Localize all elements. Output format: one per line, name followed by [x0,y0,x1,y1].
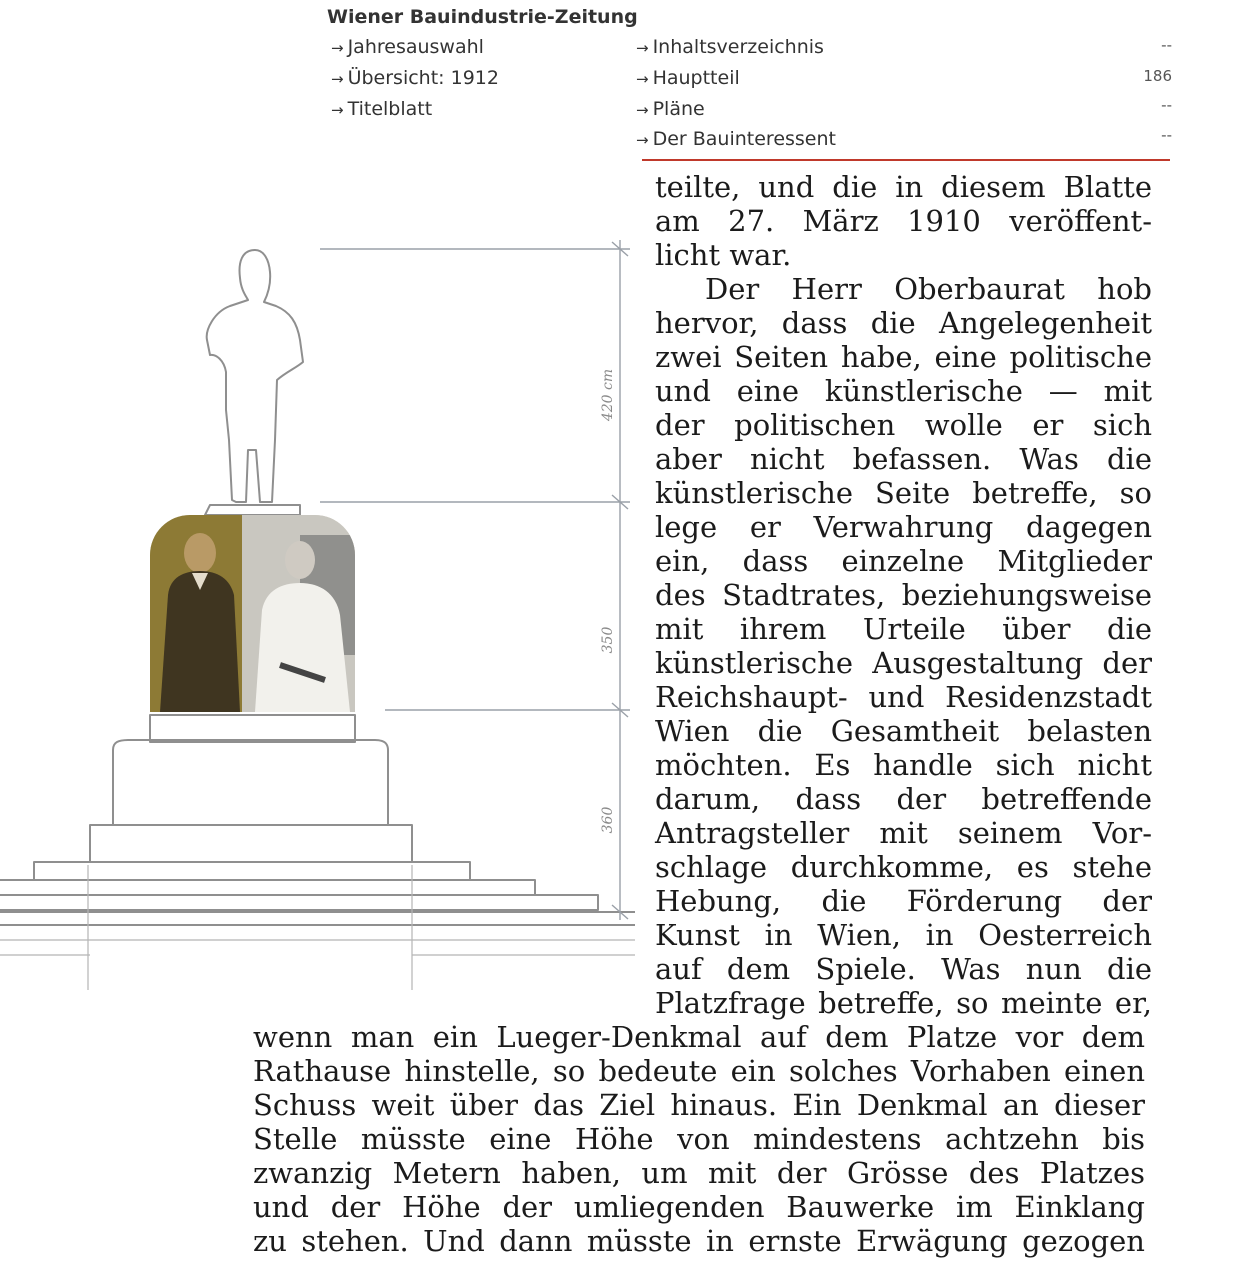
statue-plinth [205,505,300,515]
text-line: hervor, dass die Angelegenheit [655,306,1152,340]
text-line: künstlerische Seite betreffe, so [655,476,1152,510]
nav-link-der-bauinteressent[interactable] [636,128,836,150]
text-line: auf dem Spiele. Was nun die [655,952,1152,986]
text-line: Platzfrage betreffe, so meinte er, [655,986,1152,1020]
text-line: zwanzig Metern haben, um mit der Grösse des Platzes [253,1156,1145,1190]
nav-link-hauptteil[interactable] [636,67,740,89]
nav-link-inhaltsverzeichnis[interactable] [636,36,824,58]
text-line: Reichshaupt- und Residenzstadt [655,680,1152,714]
header-divider [642,159,1170,161]
arrow-right-icon: → [636,70,649,88]
arrow-right-icon: → [331,39,344,57]
nav-link-label: Hauptteil [652,67,740,89]
journal-title[interactable]: Wiener Bauindustrie-Zeitung [327,6,638,28]
text-line: teilte, und die in diesem Blatte [655,170,1152,204]
text-line: schlage durchkomme, es stehe [655,850,1152,884]
nav-link-label: Übersicht: 1912 [347,67,499,89]
text-line: Antragsteller mit seinem Vor- [655,816,1152,850]
page-number-plaene: -- [1161,96,1172,114]
arrow-right-icon: → [636,101,649,119]
text-line: ein, dass einzelne Mitglieder [655,544,1152,578]
arrow-right-icon: → [331,101,344,119]
article-column [655,170,1152,1020]
text-line: Rathause hinstelle, so bedeute ein solches Vorhaben einen [253,1054,1145,1088]
dimension-label-350: 350 [600,626,616,654]
text-line: wenn man ein Lueger-Denkmal auf dem Platze vor dem [253,1020,1145,1054]
steps-1 [34,862,470,880]
text-line: Schuss weit über das Ziel hinaus. Ein Denkmal an dieser [253,1088,1145,1122]
steps-3 [0,895,598,910]
text-line: zu stehen. Und dann müsste in ernste Erwägung gezogen [253,1224,1145,1258]
pedestal-tier-3 [90,825,412,862]
page-number-hauptteil: 186 [1143,67,1172,85]
text-line: und der Höhe der umliegenden Bauwerke im Einklang [253,1190,1145,1224]
nav-link-label: Der Bauinteressent [652,128,836,150]
text-line: mit ihrem Urteile über die [655,612,1152,646]
text-line: aber nicht befassen. Was die [655,442,1152,476]
text-line: am 27. März 1910 veröffent- [655,204,1152,238]
dimension-label-420: 420 cm [600,368,616,422]
page-number-der-bauinteressent: -- [1161,126,1172,144]
steps-2 [0,880,535,895]
text-line: möchten. Es handle sich nicht [655,748,1152,782]
text-line: und eine künstlerische — mit [655,374,1152,408]
nav-link-label: Pläne [652,98,705,120]
text-line: Hebung, die Förderung der [655,884,1152,918]
text-line: zwei Seiten habe, eine politische [655,340,1152,374]
statue-outline [207,250,303,502]
nav-link-jahresauswahl[interactable] [331,36,484,58]
text-line: Stelle müsste eine Höhe von mindestens achtzehn bis [253,1122,1145,1156]
arrow-right-icon: → [331,70,344,88]
text-line: darum, dass der betreffende [655,782,1152,816]
nav-link-plaene[interactable] [636,98,705,120]
pedestal-tier-1 [150,715,355,742]
text-line: lege er Verwahrung dagegen [655,510,1152,544]
nav-link-label: Jahresauswahl [347,36,484,58]
nav-link-uebersicht[interactable] [331,67,499,89]
text-line: Kunst in Wien, in Oesterreich [655,918,1152,952]
text-line: licht war. [655,238,792,272]
nav-link-titelblatt[interactable] [331,98,432,120]
dimension-label-360: 360 [600,806,616,834]
text-line: Wien die Gesamtheit belasten [655,714,1152,748]
nav-link-label: Inhaltsverzeichnis [652,36,824,58]
pedestal-tier-2 [113,740,388,825]
text-line: Der Herr Oberbaurat hob [705,272,1152,306]
page-number-inhaltsverzeichnis: -- [1161,36,1172,54]
arrow-right-icon: → [636,39,649,57]
historic-photo [150,515,355,712]
text-line: der politischen wolle er sich [655,408,1152,442]
article-full-width [253,1020,1145,1258]
steps-4 [0,912,635,925]
arrow-right-icon: → [636,131,649,149]
text-line: des Stadtrates, beziehungsweise [655,578,1152,612]
nav-link-label: Titelblatt [347,98,433,120]
text-line: künstlerische Ausgestaltung der [655,646,1152,680]
